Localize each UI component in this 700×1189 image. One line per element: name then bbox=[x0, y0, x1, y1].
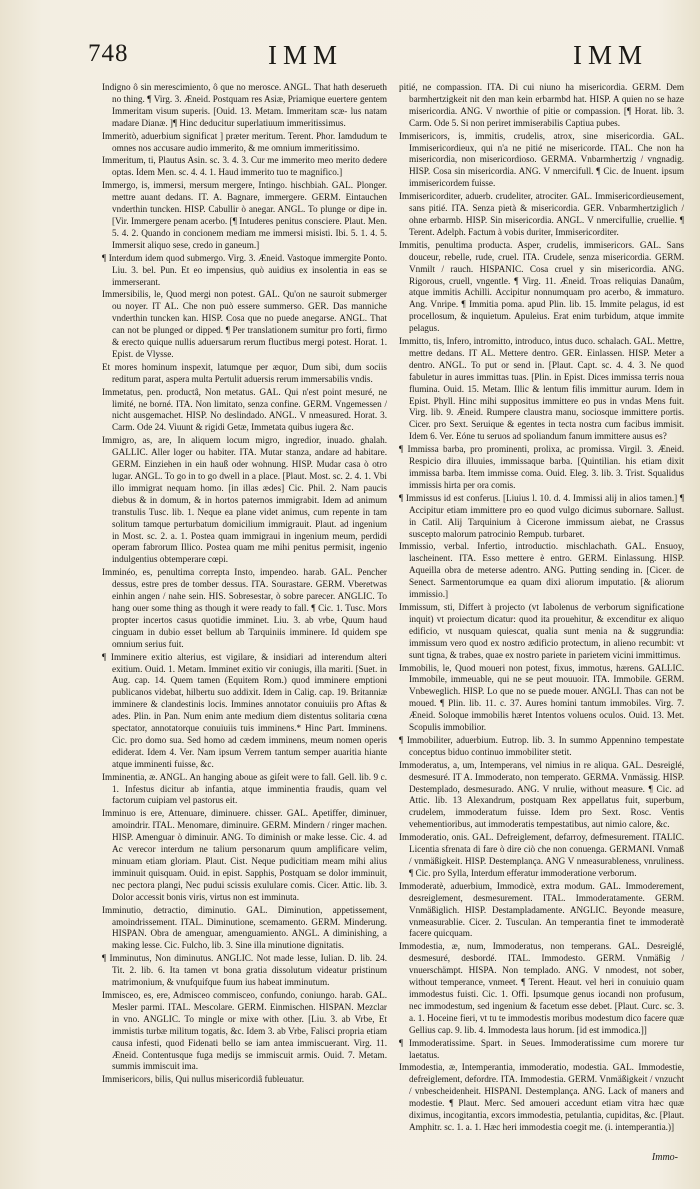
dictionary-entry: ¶ Interdum idem quod submergo. Virg. 3. Æneid. Vastoque immergite Ponto. Liu. 3. bel. Pun. Et eo impensius, quò auidius ex insolentia in eas se immerserant. bbox=[102, 252, 387, 287]
dictionary-entry: Imminutio, detractio, diminutio. GAL. Diminution, appetissement, amoindrissement. ITAL. Diminutione, scemamento. GERM. Minderung. HISPAN. Obra de amenguar, amenguamiento. ANGL. A diminishing, a making lesse. Cic. Fulcho, lib. 3. Sine illa minutione dignitatis. bbox=[102, 904, 387, 951]
left-column bbox=[102, 82, 387, 1139]
dictionary-entry: Immobilis, le, Quod moueri non potest, fixus, immotus, hærens. GALLIC. Immobile, immeuable, qui ne se peut mouuoir. ITA. Immobile. GERM. Vnbeweglich. HISP. Lo que no se puede mouer. ANGLI. Thas can not be moued. ¶ Plin. lib. 11. c. 37. Aures homini tantum immobiles. Virg. 7. Æneid. Soloque immobilis hæret Intentos voluens oculos. Ouid. 13. Met. Scopulis immobilior. bbox=[399, 662, 684, 733]
dictionary-entry: Immissum, sti, Differt à projecto (vt Iabolenus de verborum significatione inquit) vt proiectum dicatur: quod ita prouehitur, & excenditur ex aliquo edificio, vt nusquam quiescat, qualia sunt menia na & suggrundia: immissum vero quod ex nostro ædificio protectum, in alieno recumbit: vt sunt tigna, & trabes, quae ex nostro pariete in parietem vicini immittimus. bbox=[399, 601, 684, 660]
dictionary-entry: ¶ Immobiliter, aduerbium. Eutrop. lib. 3. In summo Appennino tempestate conceptus biduo continuo immobiliter stetit. bbox=[399, 734, 684, 757]
dictionary-entry: Indigno ô sin merescimiento, ô que no merosce. ANGL. That hath deserueth no thing. ¶ Virg. 3. Æneid. Postquam res Asiæ, Priamique euertere gentem Immeritam visum superis. [Ouid. 13. Metam. Immeritam scæ- lus natam madare Dianæ. ]¶ Hinc deducitur superlatiuum immeritissimus. bbox=[102, 82, 387, 128]
dictionary-entry: Immeritum, ti, Plautus Asin. sc. 3. 4. 3. Cur me immerito meo merito dedere optas. Idem Men. sc. 4. 4. 1. Haud immerito tuo te magnifico.] bbox=[102, 155, 387, 178]
dictionary-entry: Immetatus, pen. productâ, Non metatus. GAL. Qui n'est point mesuré, ne limité, ne borné. ITA. Non limitato, senza confine. GERM. Vngemessen / nicht ausgemachet. HISP. No deslindado. ANGL. V nmeasured. Horat. 3. Carm. Ode 24. Viuunt & rigidi Getæ, Immetata quibus iugera &c. bbox=[102, 386, 387, 433]
page-number: 748 bbox=[88, 40, 129, 67]
dictionary-entry: Immitto, tis, Infero, intromitto, introduco, intus duco. schalach. GAL. Mettre, mettre dedans. IT AL. Mettere dentro. GER. Einlassen. HISP. Meter a dentro. ANGL. To put or send in. [Plaut. Capt. sc. 4. 4. 3. Ne quod fabuletur in aures immittas tuas. [Plin. in Epist. Dices immissa terris noua flumina. Ouid. 15. Metam. Illic & lentum filis immittur aurum. Idem in Epist. Phyll. Hinc mihi suppositus immittere eo pus in vndas Mens fuit. Virg. lib. 9. Æneid. Rumpere claustra manu, sociosque immittere portis. Cicer. pro Sext. Seruique & egentes in tecta nostra cum facibus immisit. Idem 6. Ver. Eóne tu seruos ad spoliandum fanum immittere ausus es? bbox=[399, 336, 684, 442]
running-head-right: IMM bbox=[572, 40, 648, 70]
dictionary-entry: Imminéo, es, penultima correpta Insto, impendeo. harab. GAL. Pencher dessus, estre pres de tomber dessus. ITA. Sourastare. GERM. Vberetwas einhin angen / nahe sein. HIS. Sobresestar, ò sobre parecer. ANGLIC. To hang ouer some thing as though it were ready to fall. ¶ Cic. 1. Tusc. Mors propter incertos casus quotidie imminet. Liu. 3. ab vrbe, Quum haud cinguam in dubio esset bellum ab Tarquiniis imminere. Id quidem spe omnium serius fuit. bbox=[102, 567, 387, 649]
dictionary-entry: Immergo, is, immersi, mersum mergere, Intingo. hischbiah. GAL. Plonger. mettre auant dedans. IT. A. Bagnare, immergere. GERM. Eintauchen vnderthin tuncken. HISP. Cabullir ò anegar. ANGL. To plunge or dipe in. [Vir. Immergere penam acerbo. [¶ Intuderes penitus consciere. Plaut. Men. 5. 4. 2. Quando in concionem mediam me immersi misisti. Ibi. 5. 1. 4. 5. Immersit aliquo sese, credo in ganeum.] bbox=[102, 180, 387, 250]
dictionary-entry: Immisceo, es, ere, Admisceo commisceo, confundo, coniungo. harab. GAL. Mesler parmi. ITAL. Mescolare. GERM. Einmischen. HISPAN. Mezclar in vno. ANGLIC. To mingle or mixe with other. [Liu. 3. ab Vrbe, Et immistis turbæ militum togatis, &c. Idem 3. ab Vrbe, Falisci propria etiam causa infesti, quod Fidenati bello se iam antea immiscuerant. Virg. 11. Æneid. Contentusque fuga medijs se immiscuit armis. Ouid. 7. Metam. summis immiscuit ima. bbox=[102, 989, 387, 1072]
dictionary-entry: ¶ Immissa barba, pro prominenti, prolixa, ac promissa. Virgil. 3. Æneid. Respicio dira illuuies, immissaque barba. [Quintilian. his etiam dixit immissa barba. Item immisse coma. Ouid. Eleg. 3. lib. 3. Trist. Squalidus immissis hirta per ora comis. bbox=[399, 444, 684, 490]
dictionary-entry: Et mores hominum inspexit, latumque per æquor, Dum sibi, dum sociis reditum parat, aspera multa Pertulit aduersis rerum immersabilis vndis. bbox=[102, 361, 387, 384]
dictionary-entry: Immisericors, is, immitis, crudelis, atrox, sine misericordia. GAL. Immisericordieux, qui n'a ne pitié ne misericorde. ITAL. Che non ha misericordia, non misericordioso. GERMA. Vnbarmhertzig / vngnadig. HISP. Cosa sin misericordia. ANG. V nmercifull. ¶ Cic. de Inuent. ipsum immisericordem fuisse. bbox=[399, 130, 684, 189]
right-column bbox=[399, 82, 684, 1139]
dictionary-entry: ¶ Imminere exitio alterius, est vigilare, & insidiari ad interendum alteri exitium. Ouid. 1. Metam. Imminet exitio vir coniugis, illa mariti. [Suet. in Aug. cap. 14. Quem tamen (Equitem Rom.) quod imminere emptioni publicanos videbat, hilbertu suo addixit. Idem in Calig. cap. 19. Britanniæ imminere & clandestinis locis. Immines annotator conuiuiis pro Aftas & ades. Plin. in Pan. Num enim ante medium diem distentus solitaria cœna spectator, annotatorque conuiuiis tuis imminens.* Hinc Part. Imminens. Cic. pro domo sua. Sed homo ad cædem imminens, meum nomen operis ediderat. Idem 4. Ver. Nam ipsum Verrem tantum semper auaritia hiante atque imminenti fuisse, &c. bbox=[102, 651, 387, 769]
dictionary-entry: Immodestia, æ, num, Immoderatus, non temperans. GAL. Desreiglé, desmesuré, desbordé. ITAL. Immodesto. GERM. Vnmäßig / vnuerschämpt. HISPA. Non templado. ANG. V nmodest, not sober, without temperance, vnmeet. ¶ Terent. Heaut. vel heri in conuiuio quam immodestus fuisti. Cic. 1. Offi. Ipsumque genus iocandi non profusum, nec immodestum, sed ingenium & facetum esse debet. [Plaut. Curc. sc. 3. a. 1. Hoceine fieri, vt tu te immodestis moribus modestum dico facere quæ Gellius cap. 9. lib. 4. Immodesta laus horum. [id est immodica.]] bbox=[399, 941, 684, 1035]
dictionary-entry: Immodestia, æ, Intemperantia, immoderatio, modestia. GAL. Immodestie, defreiglement, defordre. ITA. Immodestia. GERM. Vnmäßigkeit / vnzucht / vnbescheidenheit. HISPANI. Destemplança. ANG. Lack of maners and modestie. ¶ Plaut. Merc. Sed amoueri accedunt etiam vitra hæc quæ diximus, incogitantia, excors immodestia, petulantia, cupiditas, &c. [Plaut. Amphitr. sc. 1. a. 1. Hæc heri immodestia coegit me. (i. intemperantia.)] bbox=[399, 1062, 684, 1132]
dictionary-entry: Imminuo is ere, Attenuare, diminuere. chisser. GAL. Apetiffer, diminuer, amoindrir. ITAL. Menomare, diminuire. GERM. Mindern / ringer machen. HISP. Amenguar ò diminuir. ANG. To diminish or make lesse. Cic. 4. ad Ac verecor interdum ne talium personarum quum amplificare velim, minuam etiam gloriam. Plaut. Cist. Neque pudicitiam meam mihi alius imminuit quisquam. Ouid. in epist. Sapphis, Postquam se dolor imminuit, nec pectora plangi, Nec pudui scissis exululare comis. Cicer. Attic. lib. 3. Dolor accessit bonis viris, virtus non est imminuta. bbox=[102, 808, 387, 902]
dictionary-entry: Immissio, verbal. Infertio, introductio. mischlachath. GAL. Ensuoy, lascheinent. ITA. Esso mettere è entro. GERM. Einlassung. HISP. Aqueilla obra de meterse adentro. ANG. Putting sending in. [Cicer. de Senect. Sarmentorumque ea quam dixi aliorum imputatio. [& aliorum immissio.] bbox=[399, 541, 684, 600]
catchword: Immo- bbox=[651, 1152, 678, 1163]
text-columns bbox=[102, 82, 684, 1139]
dictionary-entry: Immeritò, aduerbium significat ] præter meritum. Terent. Phor. Iamdudum te omnes nos accusare audio immerito, & me omnium immeritissimo. bbox=[102, 130, 387, 153]
dictionary-entry: Immersibilis, le, Quod mergi non potest. GAL. Qu'on ne sauroit submerger ou noyer. IT AL. Che non può essere summerso. GER. Das manniche vnderthin tuncken kan. HISP. Cosa que no puede anegarse. ANGL. That can not be plunged or dipped. ¶ Per translationem sumitur pro forti, firmo & erecto quique nullis aduersarum rerum fluctibus mergi potest. Horat. 1. Epist. de Vlysse. bbox=[102, 289, 387, 359]
dictionary-entry: ¶ Immissus id est conferus. [Liuius l. 10. d. 4. Immissi alij in alios tamen.] ¶ Accipitur etiam immittere pro eo quod vulgo dicimus subornare. Sallust. in Catil. Alij Tarquinium à Cicerone immissum aiebat, ne Crassus suscepto malorum patrocinio Rempub. turbaret. bbox=[399, 492, 684, 539]
dictionary-entry: pitié, ne compassion. ITA. Di cui niuno ha misericordia. GERM. Dem barmhertzigkeit nit den man kein erbarmbd hat. HISP. A quien no se haze misericordia. ANG. V nworthie of pitie or compassion. [¶ Horat. lib. 3. Carm. Ode 5. Si non periret immiserabilis Captiua pubes. bbox=[399, 82, 684, 128]
dictionary-entry: Immitis, penultima producta. Asper, crudelis, immisericors. GAL. Sans douceur, rebelle, rude, cruel. ITA. Crudele, senza misericordia. GERM. Vnmilt / rauch. HISPANIC. Cosa cruel y sin misericordia. ANG. Rigorous, cruell, vngentle. ¶ Virg. 11. Æneid. Troas reliquias Danaûm, atque immitis Achilli. Accipitur nonnumquam pro acerbo, & immaturo. Ang. Vnripe. ¶ Immitia poma. apud Plin. lib. 15. Immite pelagus, id est procellosum, & inquietum. Apuleius. Erat enim turbidum, atque immite pelagus. bbox=[399, 239, 684, 334]
dictionary-entry: Imminentia, æ. ANGL. An hanging aboue as giſeit were to fall. Gell. lib. 9 c. 1. Infestus dicitur ab infantia, atque imminentia fraudis, quam vel factorum cuipiam vel pastorus eit. bbox=[102, 771, 387, 806]
dictionary-entry: ¶ Immoderatissime. Spart. in Seues. Immoderatissime cum morere tur laetatus. bbox=[399, 1037, 684, 1060]
dictionary-entry: Immisericorditer, aduerb. crudeliter, atrociter. GAL. Immisericordieusement, sans pitié. ITA. Senza pietà & misericordia. GER. Vnbarmhertziglich / ohne erbarmb. HISP. Sin misericordia. ANGL. V nmercifullie, cruellie. ¶ Terent. Adelph. Factum à vobis duriter, Immisericorditer. bbox=[399, 191, 684, 237]
dictionary-entry: Immigro, as, are, In aliquem locum migro, ingredior, inuado. ghalah. GALLIC. Aller loger ou habiter. ITA. Mutar stanza, andare ad habitare. GERM. Einziehen in ein hauß oder wohnung. HISP. Mudar casa ò otro lugar. ANGL. To go in to go dwell in a place. [Plaut. Most. sc. 2. 4. 1. Vbi illo immigrat nequam homo. [in illas ædes] Cic. Phil. 2. Nam paucis diebus & in domum, & in hortos paternos immigrabit. Idem ad animum transtulis Tusc. lib. 1. Neque ea plane videt animus, cum repente in tam solitum tamque perturbatum domicilium immigrauit. Plaut. ad ingenium in Most. sc. 2. a. 1. Postea quam immigraui in ingenium meum, perdidi operam fabrorum Illico. Postea quam me mihi penitus permisit, ingenio indulgentius obtemperare cœpi. bbox=[102, 435, 387, 565]
dictionary-entry: ¶ Imminutus, Non diminutus. ANGLIC. Not made lesse, Iulian. D. lib. 24. Tit. 2. lib. 6. Ita tamen vt bona gratia dissolutum videatur pristinum matrimonium, & vnufquifque fuum ius habeat imminutum. bbox=[102, 953, 387, 988]
page-header bbox=[88, 40, 678, 74]
dictionary-entry: Immoderatus, a, um, Intemperans, vel nimius in re aliqua. GAL. Desreiglé, desmesuré. IT A. Immoderato, non temperato. GERMA. Vnmässig. HISP. Destemplado, desmesurado. ANG. V nrulie, without measure. ¶ Cic. ad Attic. lib. 13 Alexandrum, postquam Rex appellatus fuit, superbum, crudelem, immoderatum fuisse. Idem pro Sext. Rosc. Ventis vehementioribus, aut immoderatis tempestatibus, aut nimio calore, &c. bbox=[399, 759, 684, 830]
dictionary-entry: Immoderatè, aduerbium, Immodicè, extra modum. GAL. Immoderement, desreiglement, desmesurement. ITAL. Immoderatamente. GERM. Vnmäßiglich. HISP. Destampladamente. ANGLIC. Beyonde measure, vnmeasurablie. Cicer. 2. Tusculan. An temperantia finet te immoderatè facere quicquam. bbox=[399, 880, 684, 939]
dictionary-entry: Immoderatio, onis. GAL. Defreiglement, defarroy, defmesurement. ITALIC. Licentia sfrenata di fare ò dire ciò che non conuenga. GERMANI. Vnmaß / vnmäßigkeit. HISP. Destemplança. ANG V nmeasurableness, vnruliness. ¶ Cic. pro Sylla, Interdum efferatur immoderatione verborum. bbox=[399, 832, 684, 878]
dictionary-entry: Immisericors, bilis, Qui nullus misericordiâ fubleuatur. bbox=[102, 1074, 305, 1085]
running-head-left: IMM bbox=[268, 40, 344, 70]
